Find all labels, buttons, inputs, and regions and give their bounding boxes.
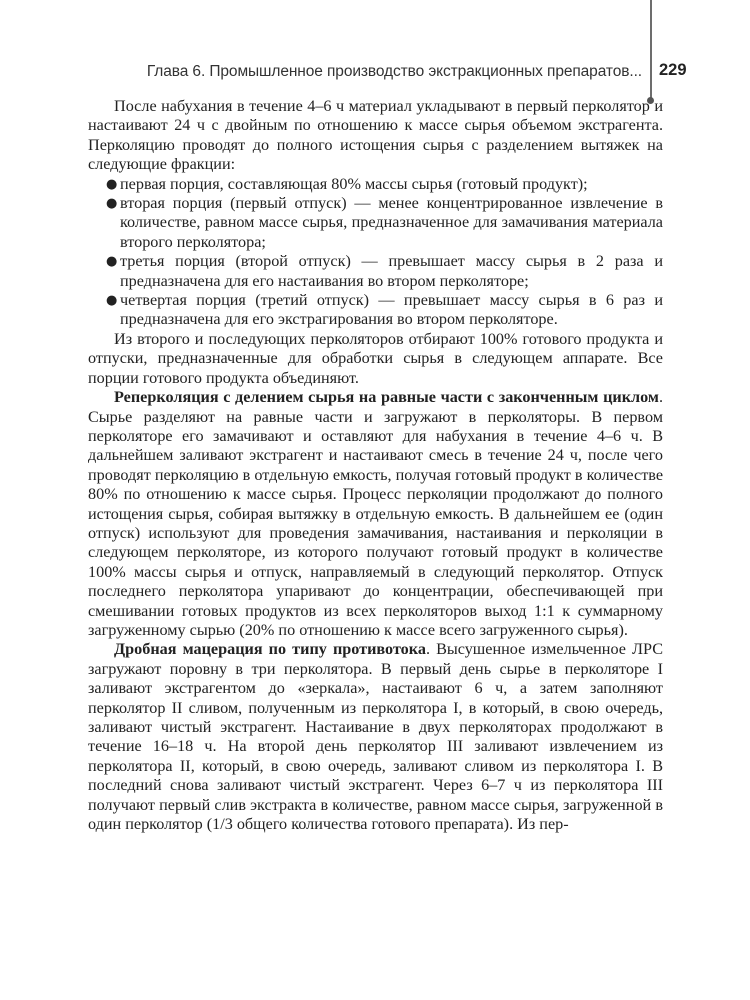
section-heading-maceration: Дробная мацерация по типу противотока: [114, 640, 426, 659]
bullet-icon: ●: [106, 196, 118, 212]
bullet-icon: ●: [106, 293, 118, 309]
list-item-text: четвертая порция (третий отпуск) — превышает массу сырья в 6 раз и предназначена для его экстрагирования во втором перколяторе.: [120, 291, 663, 329]
reperkolation-paragraph: [88, 388, 663, 640]
chapter-title: Глава 6. Промышленное производство экстракционных препаратов...: [146, 63, 642, 80]
page-header: [0, 63, 750, 87]
maceration-paragraph: [88, 640, 663, 834]
list-item-text: первая порция, составляющая 80% массы сырья (готовый продукт);: [120, 174, 588, 193]
list-item: [88, 252, 663, 291]
bullet-icon: ●: [106, 176, 118, 192]
bullet-icon: ●: [106, 254, 118, 270]
section-text-maceration: . Высушенное измельченное ЛРС загружают поровну в три перколятора. В первый день сырье в перколяторе I заливают экстрагентом до «зеркала», настаивают 6 ч, а затем заполняют перколятор II сливом, полученным из перколятора I, в который, в свою очередь, заливают чистый экстрагент. Настаивание в двух перколяторах продолжают в течение 16–18 ч. На второй день перколятор III заливают извлечением из перколятора II, который, в свою очередь, заливают сливом из перколятора I. В последний снова заливают чистый экстрагент. Через 6–7 ч из перколятора III получают первый слив экстракта в количестве, равном массе сырья, загруженной в один перколятор (1/3 общего количества готового препарата). Из пер-: [88, 640, 663, 834]
list-item-text: вторая порция (первый отпуск) — менее концентрированное извлечение в количестве, равном массе сырья, предназначенное для замачивания материала второго перколятора;: [120, 194, 663, 251]
page-number: 229: [659, 61, 687, 79]
fractions-list: [88, 175, 663, 330]
section-heading-reperkolation: Реперколяция с делением сырья на равные части с законченным циклом: [114, 388, 659, 407]
list-item: [88, 175, 663, 194]
list-item-text: третья порция (второй отпуск) — превышает массу сырья в 2 раза и предназначена для его настаивания во втором перколяторе;: [120, 252, 663, 290]
section-text-reperkolation: . Сырье разделяют на равные части и загружают в перколяторы. В первом перколяторе его замачивают и оставляют для набухания в течение 4–6 ч. В дальнейшем заливают экстрагент и настаивают смесь в течение 24 ч, после чего проводят перколяцию в отдельную емкость, получая готовый продукт в количестве 80% по отношению к массе сырья. Процесс перколяции продолжают до полного истощения сырья, собирая вытяжку в отдельную емкость. В дальнейшем ее (один отпуск) используют для проведения замачивания, настаивания и перколяции в следующем перколяторе, из которого получают готовый продукт в количестве 100% массы сырья и отпуск, направляемый в следующий перколятор. Отпуск последнего перколятора упаривают до концентрации, обеспечивающей при смешивании готовых продуктов из всех перколяторов выход 1:1 к суммарному загруженному сырью (20% по отношению к массе всего загруженного сырья).: [88, 388, 663, 639]
after-list-paragraph: Из второго и последующих перколяторов отбирают 100% готового продукта и отпуски, предназначенные для обработки сырья в следующем аппарате. Все порции готового продукта объединяют.: [88, 329, 663, 387]
list-item: [88, 291, 663, 330]
list-item: [88, 194, 663, 252]
page-body: [88, 97, 663, 834]
header-divider: [650, 0, 652, 100]
intro-paragraph: После набухания в течение 4–6 ч материал укладывают в первый перколятор и настаивают 24 ч с двойным по отношению к массе сырья объемом экстрагента. Перколяцию проводят до полного истощения сырья с разделением вытяжек на следующие фракции:: [88, 97, 663, 174]
